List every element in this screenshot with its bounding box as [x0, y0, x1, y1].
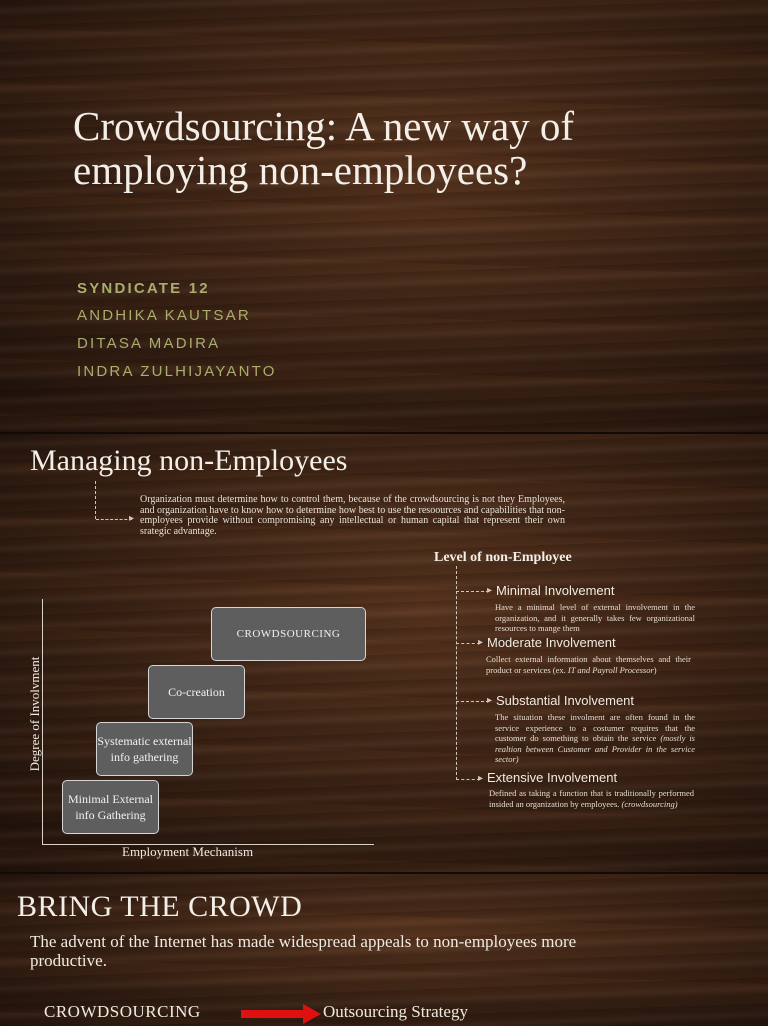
intro-paragraph: Organization must determine how to control them, because of the crowdsourcing is not they Employees, and organization have to know how to determine how best to use the resoources and capabilities that non-employees provide without compromising any intellectual or human capital that represent their own srategic advantage.: [140, 494, 565, 537]
connector-line: [96, 519, 132, 520]
step-box: Minimal External info Gathering: [62, 780, 159, 834]
step-box: Co-creation: [148, 665, 245, 719]
arrow-right-icon: [241, 1004, 321, 1024]
arrow-right-icon: ▸: [487, 585, 493, 596]
x-axis-label: Employment Mechanism: [122, 844, 254, 859]
arrow-right-icon: ▸: [478, 773, 484, 784]
connector-line: [456, 779, 480, 780]
level-description: Have a minimal level of external involvement in the organization, and it generally takes few organizational resources to mange them: [495, 602, 695, 633]
connector-line: [95, 481, 97, 519]
level-name: Extensive Involvement: [487, 770, 618, 785]
connector-line: [456, 643, 480, 644]
member-name: DITASA MADIRA: [77, 335, 221, 352]
member-name: INDRA ZULHIJAYANTO: [77, 363, 277, 380]
slide-title: Managing non-Employees: [30, 444, 348, 477]
arrow-right-icon: ▸: [487, 695, 493, 706]
syndicate-label: SYNDICATE 12: [77, 280, 210, 297]
y-axis-label: Degree of Involvment: [27, 656, 42, 772]
level-description: The situation these involment are often found in the service experience to a costumer requires that the customer do something to obtain the service (mostly is realtion between Customer and Provider in the service sector): [495, 712, 695, 764]
level-name: Minimal Involvement: [496, 583, 615, 598]
arrow-right-icon: ▸: [129, 513, 135, 524]
connector-line: [456, 591, 489, 592]
connector-line: [456, 566, 458, 780]
crowd-slide: [0, 872, 768, 1026]
slide-title: BRING THE CROWD: [17, 890, 303, 923]
step-box: Systematic external info gathering: [96, 722, 193, 776]
levels-heading: Level of non-Employee: [434, 550, 572, 565]
title-slide: [0, 0, 768, 432]
body-text: The advent of the Internet has made widespread appeals to non-employees more productive.: [30, 932, 577, 970]
level-name: Moderate Involvement: [487, 635, 616, 650]
flow-source-label: CROWDSOURCING: [44, 1002, 201, 1021]
level-description: Defined as taking a function that is traditionally performed insided an organization by employees. (crowdsourcing): [489, 788, 694, 809]
step-box: CROWDSOURCING: [211, 607, 366, 661]
level-name: Substantial Involvement: [496, 693, 635, 708]
presentation-title: Crowdsourcing: A new way of employing non-employees?: [73, 103, 575, 193]
arrow-right-icon: ▸: [478, 637, 484, 648]
member-name: ANDHIKA KAUTSAR: [77, 307, 251, 324]
connector-line: [456, 701, 489, 702]
level-description: Collect external information about themselves and their product or services (ex. IT and Payroll Processor): [486, 654, 691, 675]
managing-slide: [0, 432, 768, 874]
flow-target-label: Outsourcing Strategy: [323, 1002, 468, 1021]
